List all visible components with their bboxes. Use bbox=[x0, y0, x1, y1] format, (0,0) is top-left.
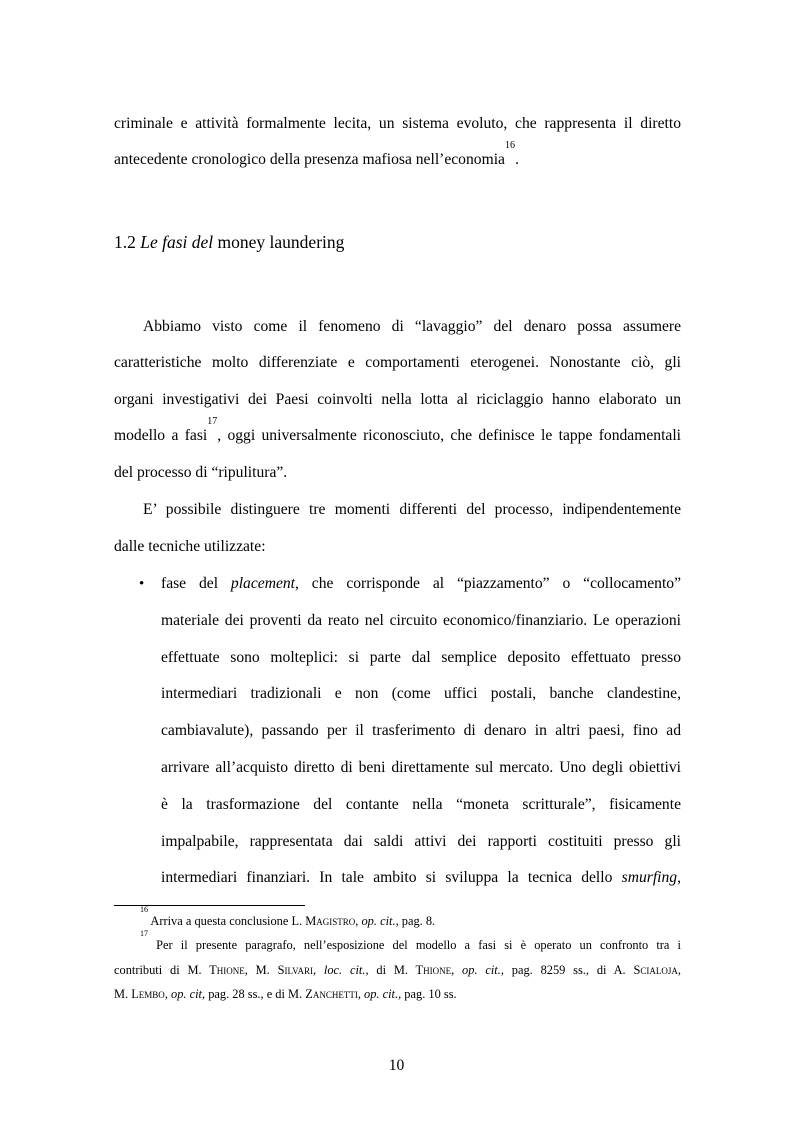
bullet-line: impalpabile, rappresentata dai saldi attivi dei rapporti costituiti presso gli bbox=[161, 833, 681, 850]
footnote-text: , bbox=[677, 963, 681, 977]
body-text: intermediari finanziari. In tale ambito si sviluppa la tecnica dello bbox=[161, 869, 622, 886]
bullet-line: effettuate sono molteplici: si parte dal semplice deposito effettuato presso bbox=[161, 649, 681, 666]
author-name: anchetti bbox=[312, 987, 358, 1001]
section-heading bbox=[114, 231, 344, 253]
body-line: dalle tecniche utilizzate: bbox=[114, 538, 266, 555]
citation-italic: op. cit., bbox=[462, 963, 504, 977]
footnote-text: , bbox=[313, 963, 324, 977]
bullet-line: intermediari tradizionali e non (come uffici postali, banche clandestine, bbox=[161, 685, 681, 702]
footnote-number: 16 bbox=[140, 905, 148, 914]
author-name: embo bbox=[138, 987, 165, 1001]
term-italic: placement bbox=[230, 575, 296, 592]
bullet-line: materiale dei proventi da reato nel circuito economico/finanziario. Le operazioni bbox=[161, 612, 681, 629]
body-line: organi investigativi dei Paesi coinvolti nella lotta al riciclaggio hanno elaborato un bbox=[114, 391, 681, 408]
citation-italic: op. cit. bbox=[364, 987, 399, 1001]
footnote-text: , pag. 8. bbox=[395, 914, 436, 928]
body-line: caratteristiche molto differenziate e comportamenti eterogenei. Nonostante ciò, gli bbox=[114, 354, 681, 371]
body-text: , che corrisponde al “piazzamento” o “collocamento” bbox=[295, 575, 681, 592]
footnote-17-line bbox=[140, 929, 681, 953]
footnote-text: contributi di M. T bbox=[114, 963, 217, 977]
body-text: , bbox=[677, 869, 681, 886]
body-text: , oggi universalmente riconosciuto, che definisce le tappe fondamentali bbox=[217, 427, 681, 444]
heading-text: money laundering bbox=[213, 232, 345, 252]
body-line: Abbiamo visto come il fenomeno di “lavaggio” del denaro possa assumere bbox=[143, 318, 681, 335]
footnote-text: , pag. 10 ss. bbox=[398, 987, 457, 1001]
body-line: criminale e attività formalmente lecita, un sistema evoluto, che rappresenta il diretto bbox=[114, 115, 681, 132]
author-name: cialoja bbox=[640, 963, 678, 977]
body-text: . bbox=[514, 151, 519, 168]
footnote-text: M. L bbox=[114, 987, 139, 1001]
footnote-text: , M. S bbox=[244, 963, 285, 977]
body-line bbox=[114, 416, 681, 446]
body-text: antecedente cronologico della presenza mafiosa nell’economia bbox=[114, 151, 505, 168]
bullet-line: cambiavalute), passando per il trasferimento di denaro in altri paesi, fino ad bbox=[161, 722, 681, 739]
footnote-text: pag. 28 ss., e di M. Z bbox=[205, 987, 313, 1001]
citation-italic: loc. cit. bbox=[323, 963, 366, 977]
footnote-17-line bbox=[114, 962, 681, 978]
footnote-16 bbox=[140, 905, 681, 929]
author-name: hione bbox=[216, 963, 245, 977]
body-text: fase del bbox=[161, 575, 231, 592]
footnote-text: , bbox=[355, 914, 362, 928]
term-italic: smurfing bbox=[621, 869, 678, 886]
citation-italic: op. cit, bbox=[171, 987, 206, 1001]
body-line: E’ possibile distinguere tre momenti differenti del processo, indipendentemente bbox=[143, 501, 681, 518]
author-name: ilvari bbox=[284, 963, 313, 977]
bullet-line: è la trasformazione del contante nella “moneta scritturale”, fisicamente bbox=[161, 796, 681, 813]
author-name: hione bbox=[423, 963, 452, 977]
footnote-ref-17[interactable]: 17 bbox=[207, 416, 218, 427]
footnote-text: , bbox=[357, 987, 365, 1001]
body-line: del processo di “ripulitura”. bbox=[114, 464, 288, 481]
footnote-ref-16[interactable]: 16 bbox=[504, 140, 515, 151]
body-text: modello a fasi bbox=[114, 427, 208, 444]
heading-italic: Le fasi del bbox=[140, 232, 214, 252]
footnote-number: 17 bbox=[140, 929, 148, 938]
author-name: agistro bbox=[316, 914, 356, 928]
bullet-icon: • bbox=[139, 576, 145, 592]
footnote-text: pag. 8259 ss., di A. S bbox=[503, 963, 641, 977]
page-number: 10 bbox=[388, 1057, 405, 1074]
footnote-text: Per il presente paragrafo, nell’esposizione del modello a fasi si è operato un confronto tra i bbox=[148, 938, 681, 952]
citation-italic: op. cit. bbox=[361, 914, 396, 928]
bullet-line bbox=[161, 868, 681, 888]
footnote-text: , bbox=[164, 987, 172, 1001]
body-line bbox=[114, 140, 681, 170]
bullet-line: arrivare all’acquisto diretto di beni direttamente sul mercato. Uno degli obiettivi bbox=[161, 759, 681, 776]
bullet-line bbox=[161, 574, 681, 594]
footnote-text: Arriva a questa conclusione L. M bbox=[148, 914, 317, 928]
footnote-text: , bbox=[451, 963, 463, 977]
heading-number: 1.2 bbox=[114, 232, 141, 252]
footnote-17-line bbox=[114, 986, 681, 1002]
footnote-text: , di M. T bbox=[365, 963, 424, 977]
